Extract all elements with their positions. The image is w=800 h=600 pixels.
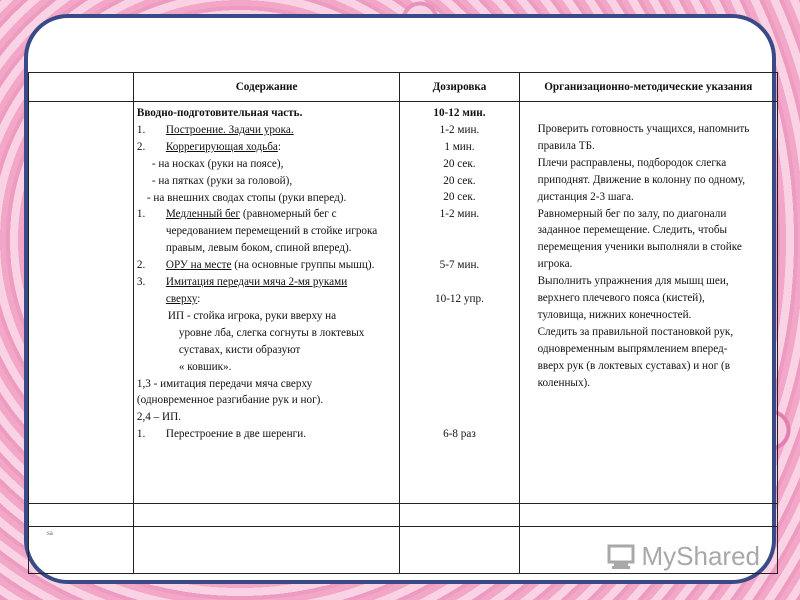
item-text: « ковшик». bbox=[178, 360, 232, 373]
content-cell bbox=[133, 102, 399, 504]
note-line: Плечи расправлены, подбородок слегка bbox=[537, 156, 727, 169]
lesson-plan-table bbox=[28, 72, 778, 574]
table-row bbox=[29, 504, 778, 527]
header-notes: Организационно-методические указания bbox=[519, 73, 777, 102]
content-line bbox=[137, 392, 397, 409]
dosage-value: 20 сек. bbox=[443, 174, 476, 187]
dosage-value bbox=[400, 341, 518, 358]
note-line: Следить за правильной постановкой рук, bbox=[537, 325, 734, 338]
empty-cell bbox=[29, 504, 134, 527]
item-number: 2. bbox=[136, 259, 146, 272]
table-row bbox=[29, 102, 778, 504]
empty-cell bbox=[29, 527, 134, 574]
dosage-value: 1-2 мин. bbox=[439, 208, 480, 221]
content-line bbox=[137, 122, 397, 139]
content-line bbox=[137, 190, 397, 207]
note-line: игрока. bbox=[537, 258, 573, 271]
note-line: вверх рук (в локтевых суставах) и ног (в bbox=[537, 359, 730, 372]
dosage-value: 1-2 мин. bbox=[439, 123, 480, 136]
watermark bbox=[606, 541, 761, 572]
dosage-value: 6-8 раз bbox=[443, 427, 476, 440]
content-line bbox=[137, 156, 397, 173]
content-line bbox=[137, 426, 397, 443]
content-line bbox=[137, 105, 397, 122]
dosage-value bbox=[400, 223, 518, 240]
content-line bbox=[137, 206, 397, 223]
content-line bbox=[137, 308, 397, 325]
dosage-value: 1 мин. bbox=[444, 140, 475, 153]
presentation-icon bbox=[606, 542, 636, 572]
item-number: 1. bbox=[136, 208, 146, 221]
item-number: 3. bbox=[136, 276, 146, 289]
item-text: - на носках (руки на поясе), bbox=[151, 157, 284, 170]
item-text: уровне лба, слегка согнуты в локтевых bbox=[178, 326, 365, 339]
note-line: верхнего плечевого пояса (кистей), bbox=[537, 292, 705, 305]
content-line bbox=[137, 409, 397, 426]
watermark-text: MyShared bbox=[641, 541, 760, 571]
note-line: туловища, нижних конечностей. bbox=[537, 308, 692, 321]
item-suffix: : bbox=[197, 292, 201, 305]
item-text: ИП - стойка игрока, руки вверху на bbox=[167, 309, 337, 322]
dosage-value bbox=[400, 325, 518, 342]
item-text: ОРУ на месте bbox=[165, 259, 232, 272]
content-line bbox=[137, 325, 397, 342]
item-number: 1. bbox=[136, 123, 146, 136]
item-text: Имитация передачи мяча 2-мя руками bbox=[165, 276, 348, 289]
content-line bbox=[137, 342, 397, 359]
dosage-value bbox=[400, 375, 518, 392]
item-text: Коррегирующая ходьба bbox=[165, 140, 278, 153]
item-text: сверху bbox=[165, 292, 198, 305]
note-line: одновременным выпрямлением вперед- bbox=[537, 342, 728, 355]
item-text: Перестроение в две шеренги. bbox=[165, 428, 307, 441]
item-suffix: (на основные группы мышц). bbox=[231, 259, 375, 272]
note-line: заданное перемещение. Следить, чтобы bbox=[537, 224, 728, 237]
item-text: Вводно-подготовительная часть. bbox=[136, 107, 303, 119]
content-line bbox=[137, 257, 397, 274]
stray-mark: sa bbox=[47, 529, 53, 537]
content-line bbox=[137, 240, 397, 257]
content-line bbox=[137, 139, 397, 156]
item-number: 1. bbox=[136, 428, 146, 441]
notes-list bbox=[520, 102, 777, 392]
header-row bbox=[29, 73, 778, 102]
note-line: приподнят. Движение в колонну по одному, bbox=[537, 173, 746, 186]
slide-frame bbox=[24, 14, 776, 584]
note-line: Равномерный бег по залу, по диагонали bbox=[537, 207, 727, 220]
empty-cell bbox=[400, 504, 519, 527]
dosage-value bbox=[400, 392, 518, 409]
dosage-value: 10-12 упр. bbox=[435, 292, 484, 305]
empty-cell bbox=[133, 527, 399, 574]
note-line: правила ТБ. bbox=[537, 139, 595, 152]
empty-cell bbox=[400, 527, 519, 574]
dosage-value: 10-12 мин. bbox=[433, 107, 486, 119]
note-line: перемещения ученики выполняли в стойке bbox=[537, 241, 742, 254]
item-text: (одновременное разгибание рук и ног). bbox=[136, 394, 324, 407]
header-dosage: Дозировка bbox=[400, 73, 519, 102]
item-text: чередованием перемещений в стойке игрока bbox=[165, 225, 378, 238]
dosage-list bbox=[400, 102, 518, 443]
note-line: Проверить готовность учащихся, напомнить bbox=[537, 123, 750, 135]
dosage-value bbox=[400, 358, 518, 375]
item-text: Медленный бег bbox=[165, 208, 241, 221]
content-line bbox=[137, 274, 397, 291]
item-text: 1,3 - имитация передачи мяча сверху bbox=[136, 377, 313, 390]
item-text: Построение. Задачи урока. bbox=[165, 123, 294, 136]
content-list bbox=[134, 102, 399, 443]
blank-cell bbox=[29, 102, 134, 504]
item-number: 2. bbox=[136, 140, 146, 153]
dosage-value: 20 сек. bbox=[443, 157, 476, 170]
note-line: Выполнить упражнения для мышц шеи, bbox=[537, 275, 729, 288]
item-text: правым, левым боком, спиной вперед). bbox=[165, 242, 352, 255]
item-text: 2,4 – ИП. bbox=[136, 411, 181, 424]
content-line bbox=[137, 173, 397, 190]
note-line: коленных). bbox=[537, 376, 591, 389]
dosage-cell bbox=[400, 102, 519, 504]
dosage-value: 20 сек. bbox=[443, 191, 476, 204]
notes-cell bbox=[519, 102, 777, 504]
note-line: дистанция 2-3 шага. bbox=[537, 190, 634, 203]
content-line bbox=[137, 291, 397, 308]
content-line bbox=[137, 359, 397, 376]
dosage-value: 5-7 мин. bbox=[439, 259, 480, 272]
dosage-value bbox=[400, 274, 518, 291]
dosage-value bbox=[400, 308, 518, 325]
item-suffix: (равномерный бег с bbox=[240, 208, 337, 221]
empty-cell bbox=[133, 504, 399, 527]
empty-cell bbox=[519, 504, 777, 527]
item-text: суставах, кисти образуют bbox=[178, 343, 301, 356]
item-text: - на пятках (руки за головой), bbox=[151, 174, 293, 187]
content-line bbox=[137, 223, 397, 240]
header-content: Содержание bbox=[133, 73, 399, 102]
blank-header bbox=[29, 73, 134, 102]
item-text: - на внешних сводах стопы (руки вперед). bbox=[146, 191, 347, 204]
content-line bbox=[137, 376, 397, 393]
item-suffix: : bbox=[277, 140, 282, 153]
dosage-value bbox=[400, 409, 518, 426]
dosage-value bbox=[400, 240, 518, 257]
